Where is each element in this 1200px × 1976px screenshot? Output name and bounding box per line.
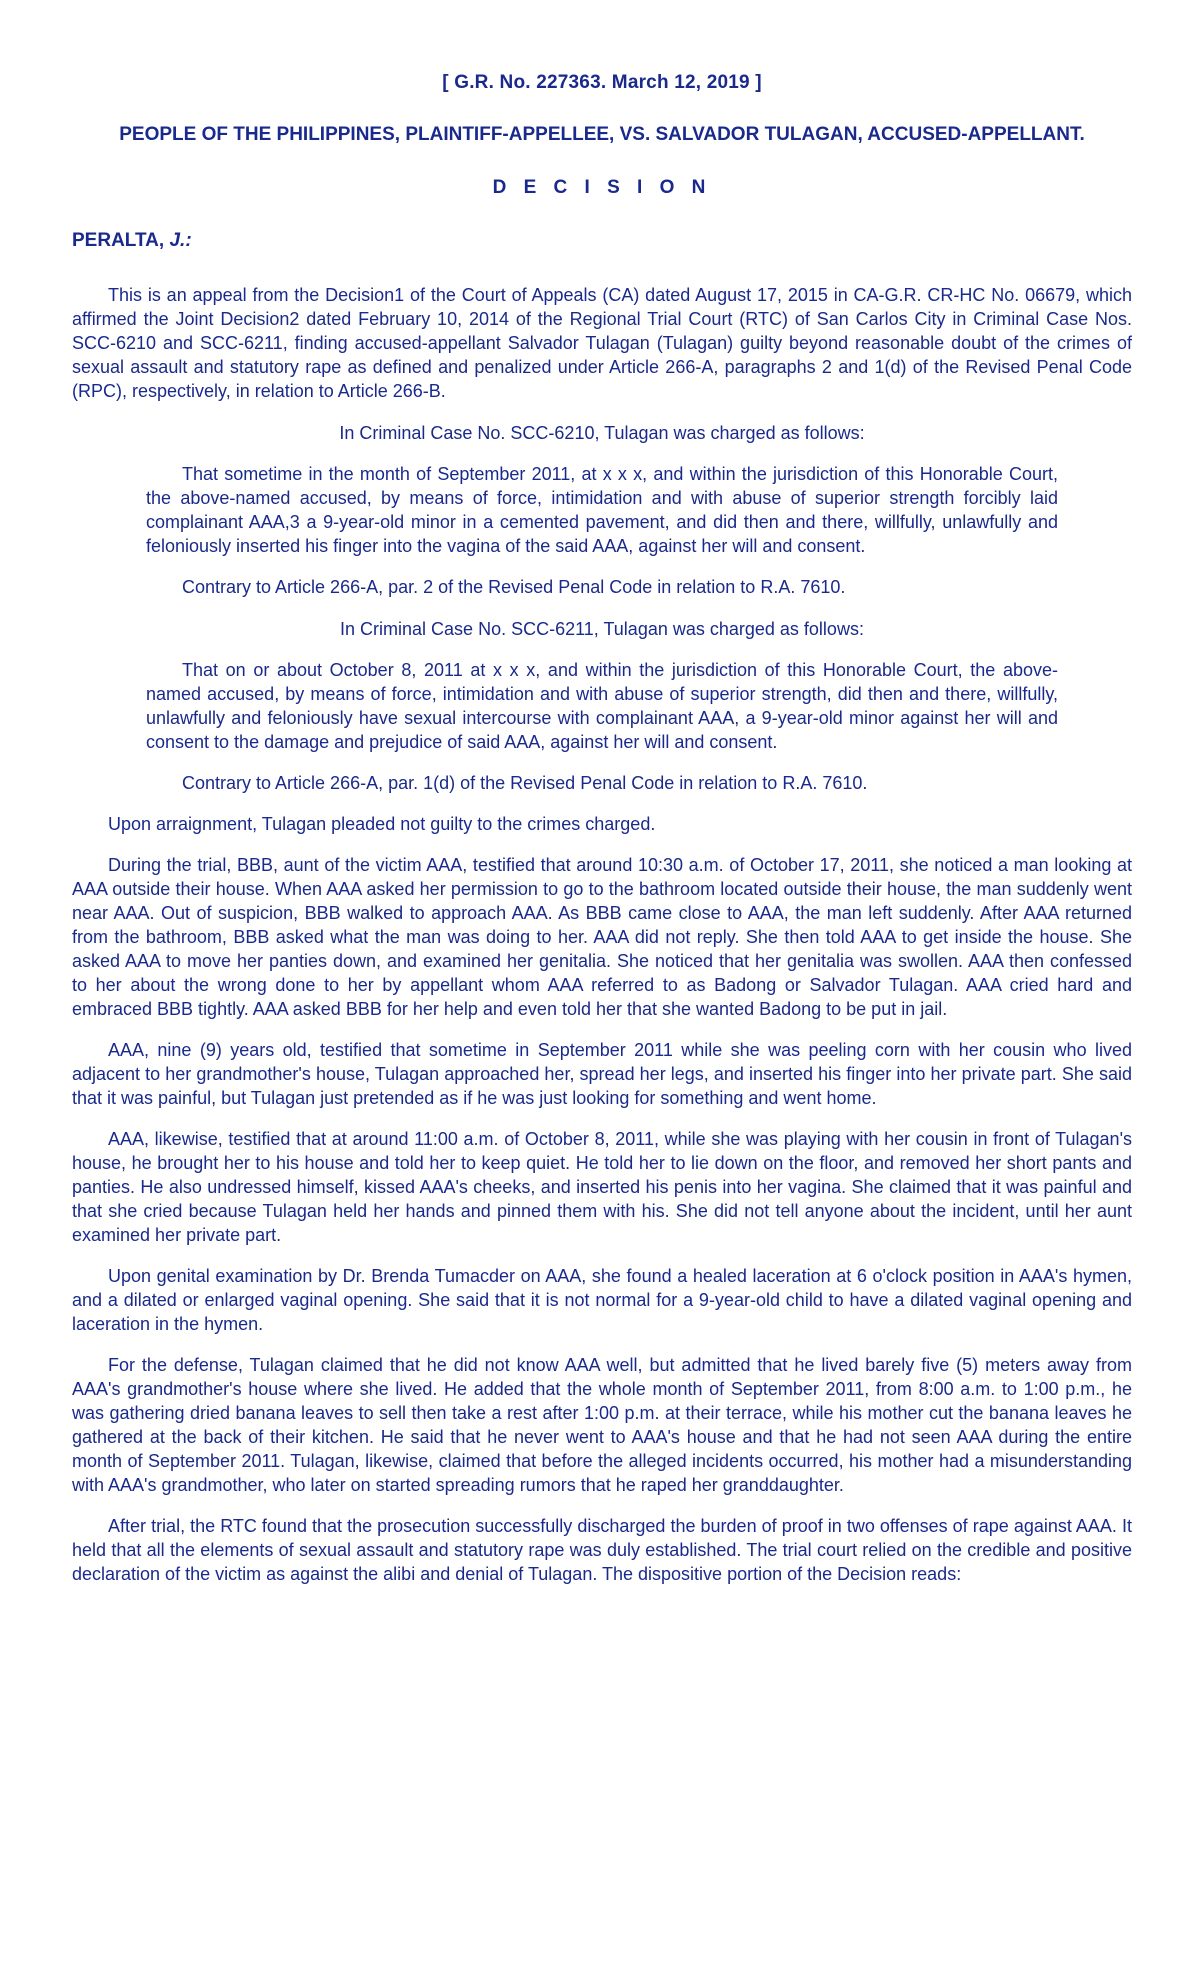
- paragraph-medical-exam: Upon genital examination by Dr. Brenda Tumacder on AAA, she found a healed laceration at 6 o'clock position in AAA's hymen, and a dilated or enlarged vaginal opening. She said that it is not normal for a 9-year-old child to have a dilated vaginal opening and laceration in the hymen.: [72, 1266, 1132, 1334]
- paragraph-aaa-testimony-2: AAA, likewise, testified that at around 11:00 a.m. of October 8, 2011, while she was playing with her cousin in front of Tulagan's house, he brought her to his house and told her to keep quiet. He told her to lie down on the floor, and removed her short pants and panties. He also undressed himself, kissed AAA's cheeks, and inserted his penis into her vagina. She claimed that it was painful and that she cried because Tulagan held her hands and pinned them with his. She did not tell anyone about the incident, until her aunt examined her private part.: [72, 1129, 1132, 1245]
- document-page: [72, 60, 1132, 1586]
- paragraph-rtc-ruling: After trial, the RTC found that the prosecution successfully discharged the burden of proof in two offenses of rape against AAA. It held that all the elements of sexual assault and statutory rape was duly established. The trial court relied on the credible and positive declaration of the victim as against the alibi and denial of Tulagan. The dispositive portion of the Decision reads:: [72, 1516, 1132, 1584]
- case-parties-title: PEOPLE OF THE PHILIPPINES, PLAINTIFF-APPELLEE, VS. SALVADOR TULAGAN, ACCUSED-APPELLANT.: [119, 124, 1085, 145]
- paragraph-arraignment: Upon arraignment, Tulagan pleaded not guilty to the crimes charged.: [108, 814, 656, 834]
- paragraph-appeal-intro: This is an appeal from the Decision1 of the Court of Appeals (CA) dated August 17, 2015 in CA-G.R. CR-HC No. 06679, which affirmed the Joint Decision2 dated February 10, 2014 of the Regional Trial Court (RTC) of San Carlos City in Criminal Case Nos. SCC-6210 and SCC-6211, finding accused-appellant Salvador Tulagan (Tulagan) guilty beyond reasonable doubt of the crimes of sexual assault and statutory rape as defined and penalized under Article 266-A, paragraphs 2 and 1(d) of the Revised Penal Code (RPC), respectively, in relation to Article 266-B.: [72, 285, 1132, 401]
- ponente-name: PERALTA,: [72, 230, 170, 251]
- case1-intro: In Criminal Case No. SCC-6210, Tulagan was charged as follows:: [339, 423, 865, 443]
- paragraph-aaa-testimony-1: AAA, nine (9) years old, testified that sometime in September 2011 while she was peeling corn with her cousin who lived adjacent to her grandmother's house, Tulagan approached her, spread her legs, and inserted his finger into her private part. She said that it was painful, but Tulagan just pretended as if he was just looking for something and went home.: [72, 1040, 1132, 1108]
- decision-heading: D E C I S I O N: [492, 177, 712, 198]
- paragraph-bbb-testimony: During the trial, BBB, aunt of the victim AAA, testified that around 10:30 a.m. of October 17, 2011, she noticed a man looking at AAA outside their house. When AAA asked her permission to go to the bathroom located outside their house, the man suddenly went near AAA. Out of suspicion, BBB walked to approach AAA. As BBB came close to AAA, the man left suddenly. After AAA returned from the bathroom, BBB asked what the man was doing to her. AAA did not reply. She then told AAA to get inside the house. She asked AAA to move her panties down, and examined her genitalia. She noticed that her genitalia was swollen. AAA then confessed to her about the wrong done to her by appellant whom AAA referred to as Badong or Salvador Tulagan. AAA cried hard and embraced BBB tightly. AAA asked BBB for her help and even told her that she wanted Badong to be put in jail.: [72, 855, 1132, 1019]
- case1-contrary: Contrary to Article 266-A, par. 2 of the Revised Penal Code in relation to R.A. 7610.: [182, 577, 846, 597]
- ponente-title: J.:: [169, 230, 192, 251]
- case2-information: That on or about October 8, 2011 at x x x, and within the jurisdiction of this Honorable Court, the above-named accused, by means of force, intimidation and with abuse of superior strength, did then and there, willfully, unlawfully and feloniously have sexual intercourse with complainant AAA, a 9-year-old minor against her will and consent to the damage and prejudice of said AAA, against her will and consent.: [146, 660, 1058, 752]
- case2-intro: In Criminal Case No. SCC-6211, Tulagan was charged as follows:: [340, 619, 864, 639]
- paragraph-defense: For the defense, Tulagan claimed that he did not know AAA well, but admitted that he lived barely five (5) meters away from AAA's grandmother's house where she lived. He added that the whole month of September 2011, from 8:00 a.m. to 1:00 p.m., he was gathering dried banana leaves to sell then take a rest after 1:00 p.m. at their terrace, while his mother cut the banana leaves he gathered at the back of their kitchen. He said that he never went to AAA's house and that he had not seen AAA during the entire month of September 2011. Tulagan, likewise, claimed that before the alleged incidents occurred, his mother had a misunderstanding with AAA's grandmother, who later on started spreading rumors that he raped her granddaughter.: [72, 1355, 1132, 1495]
- ponente-line: [72, 230, 1132, 252]
- case1-information: That sometime in the month of September 2011, at x x x, and within the jurisdiction of this Honorable Court, the above-named accused, by means of force, intimidation and with abuse of superior strength forcibly laid complainant AAA,3 a 9-year-old minor in a cemented pavement, and did then and there, willfully, unlawfully and feloniously inserted his finger into the vagina of the said AAA, against her will and consent.: [146, 464, 1058, 556]
- case-number-heading: [ G.R. No. 227363. March 12, 2019 ]: [442, 72, 762, 93]
- case2-contrary: Contrary to Article 266-A, par. 1(d) of the Revised Penal Code in relation to R.A. 7610.: [182, 773, 868, 793]
